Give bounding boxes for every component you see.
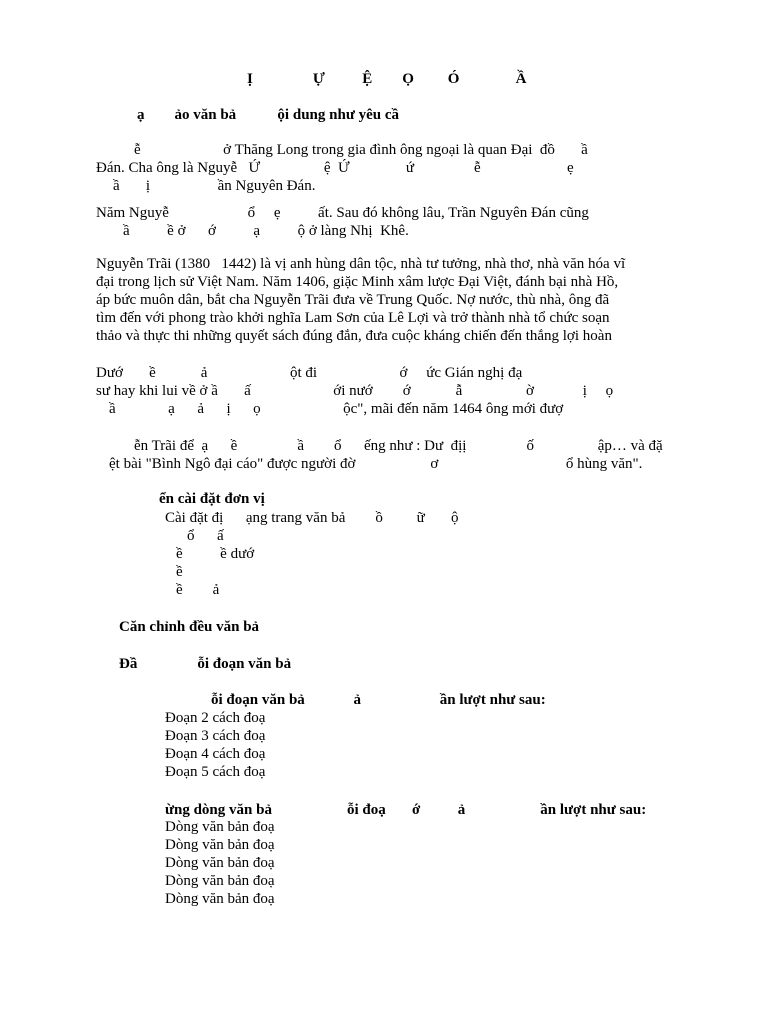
paragraph-line: đại trong lịch sử Việt Nam. Năm 1406, giặc Minh xâm lược Đại Việt, đánh bại nhà Hồ, <box>96 274 619 290</box>
paragraph-line: thảo và thực thi những quyết sách đúng đắn, đưa cuộc kháng chiến đến thắng lợi hoàn <box>96 328 612 344</box>
list-line: ề ề dướ <box>176 546 255 562</box>
paragraph-line: Nguyễn Trãi (1380 1442) là vị anh hùng dân tộc, nhà tư tưởng, nhà thơ, nhà văn hóa vĩ <box>96 256 626 272</box>
section-subheading: ừng dòng văn bả ỗi đoạ ớ ả ần lượt như sau: <box>165 802 647 818</box>
document-title: Ị Ự Ệ Ọ Ó Ầ <box>247 71 527 87</box>
list-line: ề <box>176 564 183 580</box>
paragraph-line: Đán. Cha ông là Nguyễ Ứ ệ Ứ ứ ễ ẹ <box>96 160 574 176</box>
section-heading-2: ển cài đặt đơn vị <box>159 491 265 507</box>
paragraph-line: áp bức muôn dân, bắt cha Nguyễn Trãi đưa về Trung Quốc. Nợ nước, thù nhà, ông đã <box>96 292 610 308</box>
list-item: Đoạn 2 cách đoạ <box>165 710 266 726</box>
paragraph-line: ầ ị ần Nguyên Đán. <box>113 178 316 194</box>
section-subheading: ỗi đoạn văn bả ả ần lượt như sau: <box>211 692 546 708</box>
paragraph-line: ầ ề ở ớ ạ ộ ở làng Nhị Khê. <box>123 223 409 239</box>
list-item: Đoạn 4 cách đoạ <box>165 746 266 762</box>
paragraph-line: Dướ ề ả ột đi ớ ức Gián nghị đạ <box>96 365 523 381</box>
list-item: Dòng văn bản đoạ <box>165 891 275 907</box>
list-item: Dòng văn bản đoạ <box>165 837 275 853</box>
paragraph-line: tìm đến với phong trào khởi nghĩa Lam Sơn của Lê Lợi và trở thành nhà tổ chức soạn <box>96 310 610 326</box>
paragraph-line: ầ ạ ả ị ọ ộc", mãi đến năm 1464 ông mới đượ <box>109 401 564 417</box>
paragraph-line: ễ ở Thăng Long trong gia đình ông ngoại là quan Đại đồ ầ <box>134 142 588 158</box>
list-item: Dòng văn bản đoạ <box>165 819 275 835</box>
list-item: Đoạn 5 cách đoạ <box>165 764 266 780</box>
list-item: Dòng văn bản đoạ <box>165 873 275 889</box>
section-heading-3: Căn chỉnh đều văn bả <box>119 619 260 635</box>
paragraph-line: ễn Trãi để ạ ề ầ ổ ếng như : Dư địị ố ập… và đặ <box>134 438 663 454</box>
paragraph-line: Năm Nguyễ ổ ẹ ất. Sau đó không lâu, Trần Nguyên Đán cũng <box>96 205 589 221</box>
list-line: Cài đặt đị ạng trang văn bả ồ ữ ộ <box>165 510 459 526</box>
paragraph-line: ệt bài "Bình Ngô đại cáo" được người đờ ơ ổ hùng văn". <box>109 456 643 472</box>
list-item: Dòng văn bản đoạ <box>165 855 275 871</box>
list-line: ổ ấ <box>187 528 224 544</box>
list-line: ề ả <box>176 582 220 598</box>
section-heading-1: ạ ảo văn bả ội dung như yêu cầ <box>137 107 399 123</box>
list-item: Đoạn 3 cách đoạ <box>165 728 266 744</box>
section-heading-4: Đầ ỗi đoạn văn bả <box>119 656 292 672</box>
paragraph-line: sư hay khi lui về ở ầ ấ ới nướ ớ ẫ ờ ị ọ <box>96 383 614 399</box>
